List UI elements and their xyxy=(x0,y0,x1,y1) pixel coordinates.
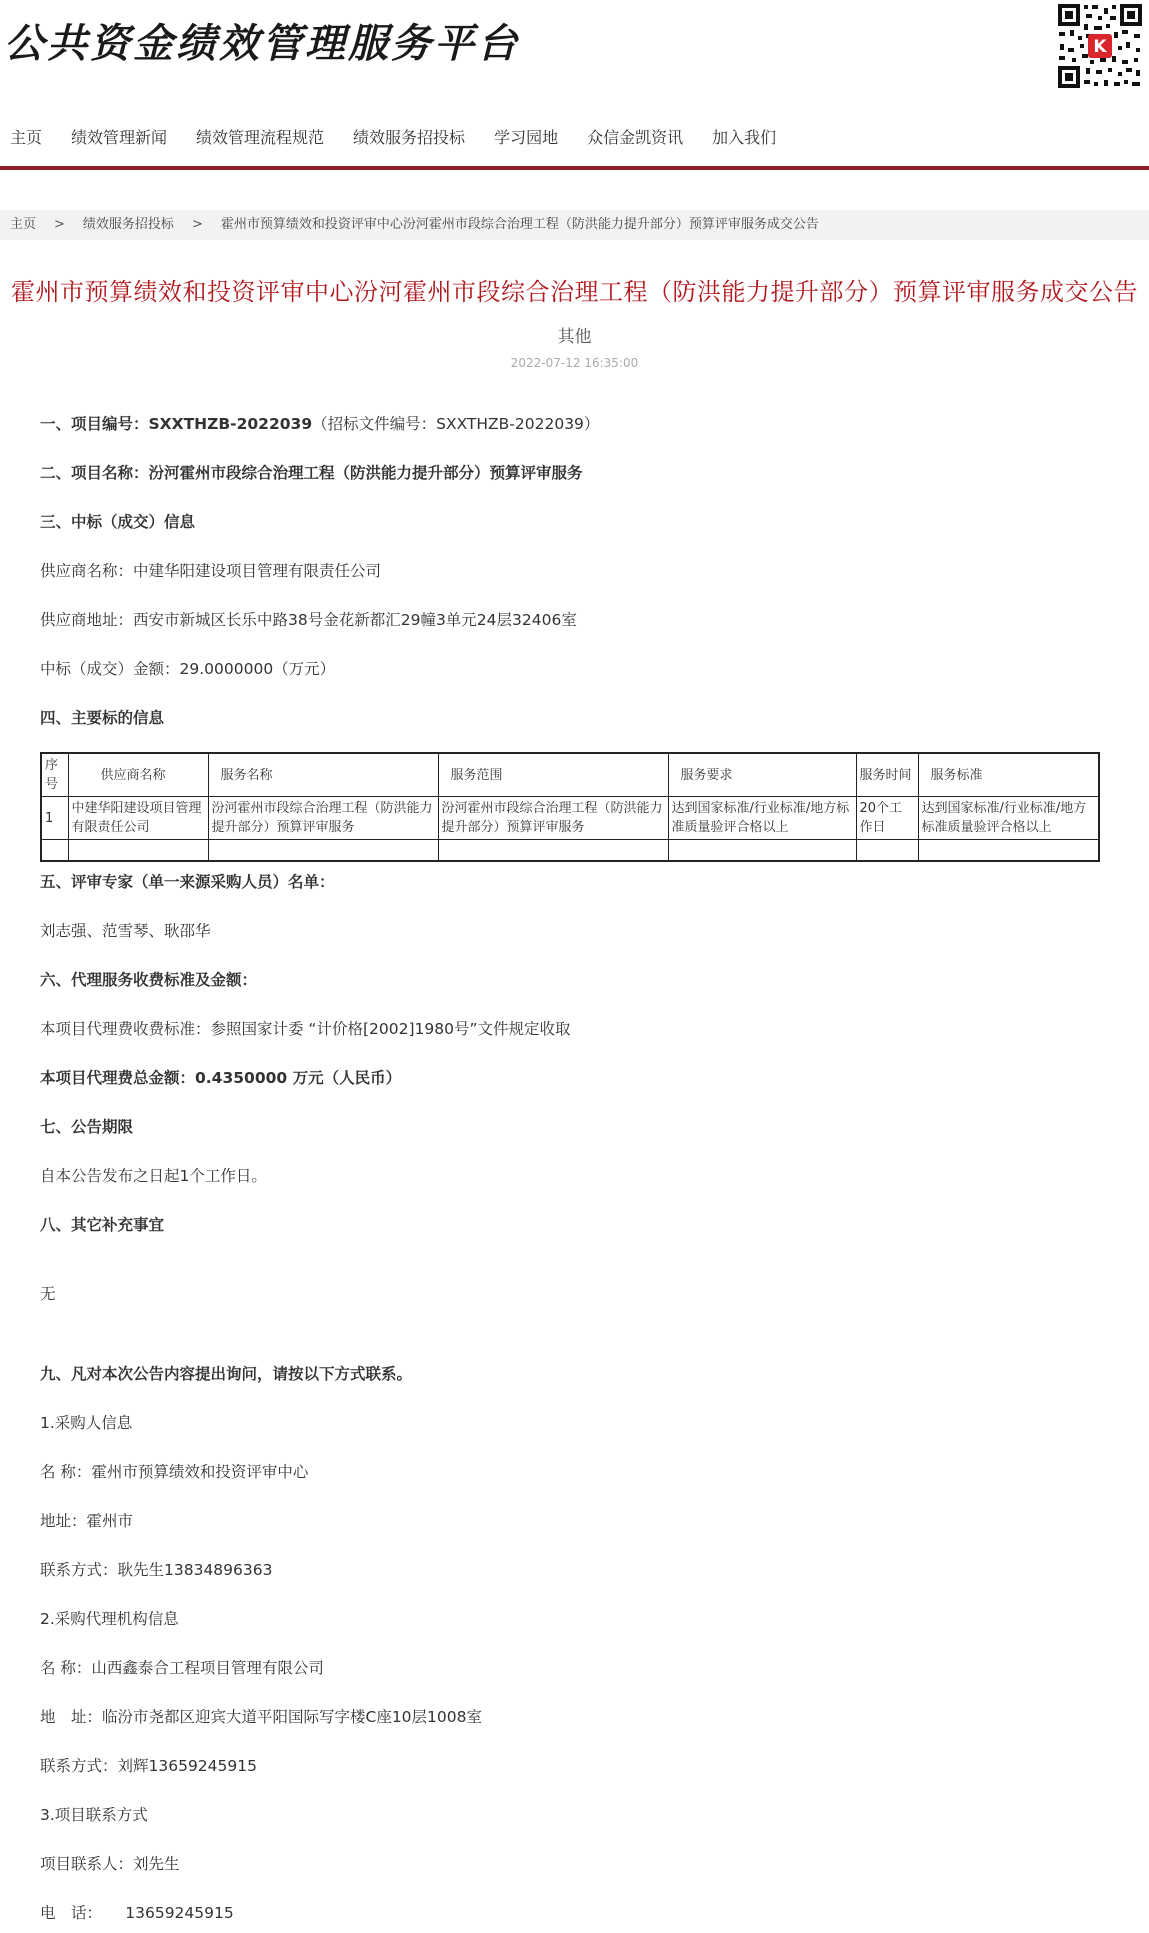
buyer-name: 名 称：霍州市预算绩效和投资评审中心 xyxy=(40,1463,309,1481)
breadcrumb-separator: > xyxy=(191,217,203,232)
section-project-code xyxy=(40,412,599,434)
breadcrumb xyxy=(0,210,1149,240)
nav-item-home[interactable]: 主页 xyxy=(10,128,43,147)
table-header-cell: 服务时间 xyxy=(856,753,918,797)
nav-item-news[interactable]: 绩效管理新闻 xyxy=(71,128,168,147)
table-cell xyxy=(208,840,438,862)
table-cell: 汾河霍州市段综合治理工程（防洪能力提升部分）预算评审服务 xyxy=(208,797,438,840)
buyer-address: 地址：霍州市 xyxy=(40,1512,134,1530)
project-contact-title: 3.项目联系方式 xyxy=(40,1806,148,1824)
article-title: 霍州市预算绩效和投资评审中心汾河霍州市段综合治理工程（防洪能力提升部分）预算评审服务成交公告 xyxy=(11,278,1138,306)
buyer-title: 1.采购人信息 xyxy=(40,1414,133,1432)
table-cell: 中建华阳建设项目管理有限责任公司 xyxy=(68,797,208,840)
section-award-info: 三、中标（成交）信息 xyxy=(40,513,196,531)
notice-period: 自本公告发布之日起1个工作日。 xyxy=(40,1167,267,1185)
section-other-matters: 八、其它补充事宜 xyxy=(40,1216,165,1234)
agent-contact: 联系方式：刘辉13659245915 xyxy=(40,1757,257,1775)
table-cell xyxy=(438,840,668,862)
table-cell: 达到国家标准/行业标准/地方标准质量验评合格以上 xyxy=(918,797,1099,840)
experts-list: 刘志强、范雪琴、耿邵华 xyxy=(40,922,211,940)
site-logo[interactable]: 公共资金绩效管理服务平台 xyxy=(4,20,520,67)
supplier-address: 供应商地址：西安市新城区长乐中路38号金花新都汇29幢3单元24层32406室 xyxy=(40,611,577,629)
project-contact-phone: 电 话： 13659245915 xyxy=(40,1904,234,1922)
nav-item-join-us[interactable]: 加入我们 xyxy=(712,128,777,147)
qr-code-icon xyxy=(1056,2,1144,90)
nav-item-learning[interactable]: 学习园地 xyxy=(494,128,559,147)
breadcrumb-bidding[interactable]: 绩效服务招投标 xyxy=(82,217,174,232)
breadcrumb-current: 霍州市预算绩效和投资评审中心汾河霍州市段综合治理工程（防洪能力提升部分）预算评审服务成交公告 xyxy=(220,217,819,232)
tender-code-note: （招标文件编号：SXXTHZB-2022039） xyxy=(312,415,600,433)
section-contact: 九、凡对本次公告内容提出询问，请按以下方式联系。 xyxy=(40,1365,413,1383)
article-category: 其他 xyxy=(557,327,592,347)
table-header-cell: 序号 xyxy=(41,753,68,797)
section-project-name: 二、项目名称：汾河霍州市段综合治理工程（防洪能力提升部分）预算评审服务 xyxy=(40,464,583,482)
nav-item-zxjk-news[interactable]: 众信金凯资讯 xyxy=(587,128,684,147)
other-matters: 无 xyxy=(40,1285,56,1303)
main-nav xyxy=(0,120,1149,170)
table-row xyxy=(41,797,1099,840)
section-notice-period: 七、公告期限 xyxy=(40,1118,134,1136)
section-agency-fee: 六、代理服务收费标准及金额： xyxy=(40,971,258,989)
agent-name: 名 称：山西鑫泰合工程项目管理有限公司 xyxy=(40,1659,324,1677)
supplier-name: 供应商名称：中建华阳建设项目管理有限责任公司 xyxy=(40,562,382,580)
award-amount: 中标（成交）金额：29.0000000（万元） xyxy=(40,660,336,678)
qr-badge-label: K xyxy=(1093,37,1107,57)
nav-item-bidding[interactable]: 绩效服务招投标 xyxy=(353,128,466,147)
table-cell: 1 xyxy=(41,797,68,840)
agent-address: 地 址：临汾市尧都区迎宾大道平阳国际写字楼C座10层1008室 xyxy=(40,1708,482,1726)
buyer-contact: 联系方式：耿先生13834896363 xyxy=(40,1561,273,1579)
table-cell xyxy=(918,840,1099,862)
table-cell: 汾河霍州市段综合治理工程（防洪能力提升部分）预算评审服务 xyxy=(438,797,668,840)
subject-table xyxy=(40,752,1100,862)
breadcrumb-home[interactable]: 主页 xyxy=(10,217,37,232)
breadcrumb-separator: > xyxy=(54,217,65,232)
table-header-cell: 服务标准 xyxy=(918,753,1099,797)
table-header-cell: 服务名称 xyxy=(208,753,438,797)
table-cell xyxy=(41,840,68,862)
project-code-label: 一、项目编号： xyxy=(40,415,149,433)
header xyxy=(0,0,1149,147)
table-cell: 20个工作日 xyxy=(856,797,918,840)
table-header-cell: 供应商名称 xyxy=(68,753,208,797)
table-header-cell: 服务范围 xyxy=(438,753,668,797)
fee-total: 本项目代理费总金额：0.4350000 万元（人民币） xyxy=(40,1069,402,1087)
section-main-subject: 四、主要标的信息 xyxy=(40,709,165,727)
table-header-row xyxy=(41,753,1099,797)
project-contact-person: 项目联系人：刘先生 xyxy=(40,1855,180,1873)
fee-standard: 本项目代理费收费标准：参照国家计委 “计价格[2002]1980号”文件规定收取 xyxy=(40,1020,571,1038)
table-cell xyxy=(68,840,208,862)
article-date: 2022-07-12 16:35:00 xyxy=(510,356,639,370)
table-cell xyxy=(668,840,856,862)
agent-title: 2.采购代理机构信息 xyxy=(40,1610,179,1628)
nav-item-process[interactable]: 绩效管理流程规范 xyxy=(196,128,325,147)
table-cell xyxy=(856,840,918,862)
table-header-cell: 服务要求 xyxy=(668,753,856,797)
table-row-empty xyxy=(41,840,1099,862)
table-cell: 达到国家标准/行业标准/地方标准质量验评合格以上 xyxy=(668,797,856,840)
project-code-value: SXXTHZB-2022039 xyxy=(148,415,313,433)
section-experts: 五、评审专家（单一来源采购人员）名单： xyxy=(40,873,335,891)
